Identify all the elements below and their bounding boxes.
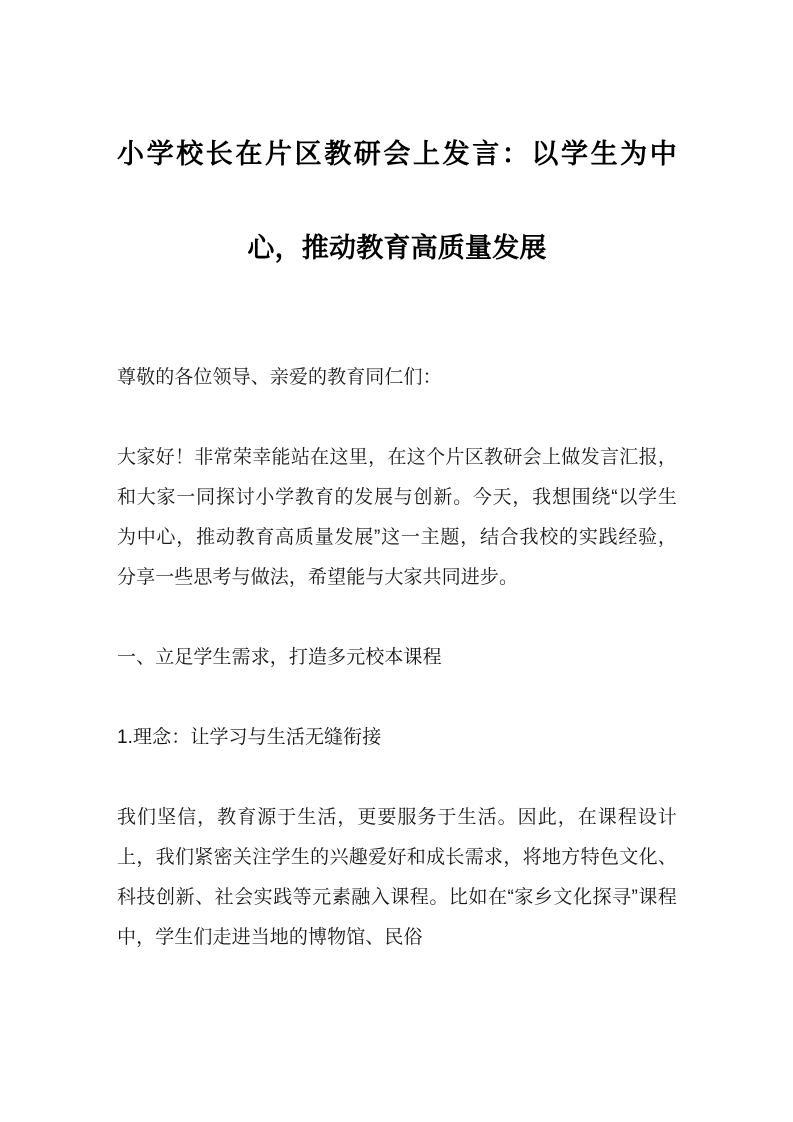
subsection-heading-1-1: 1.理念：让学习与生活无缝衔接 — [117, 727, 382, 748]
opening-paragraph: 大家好！非常荣幸能站在这里，在这个片区教研会上做发言汇报，和大家一同探讨小学教育的发展与创新。今天，我想围绕“以学生为中心，推动教育高质量发展”这一主题，结合我校的实践经验，分享一些思考与做法，希望能与大家共同进步。 — [117, 447, 677, 588]
salutation-line: 尊敬的各位领导、亲爱的教育同仁们： — [117, 367, 442, 388]
section-heading-1: 一、立足学生需求，打造多元校本课程 — [117, 647, 442, 668]
document-content — [117, 0, 677, 958]
page-title: 小学校长在片区教研会上发言：以学生为中心，推动教育高质量发展 — [117, 139, 677, 263]
body-paragraph-1-1: 我们坚信，教育源于生活，更要服务于生活。因此，在课程设计上，我们紧密关注学生的兴趣爱好和成长需求，将地方特色文化、科技创新、社会实践等元素融入课程。比如在“家乡文化探寻”课程中，学生们走进当地的博物馆、民俗 — [117, 807, 677, 948]
